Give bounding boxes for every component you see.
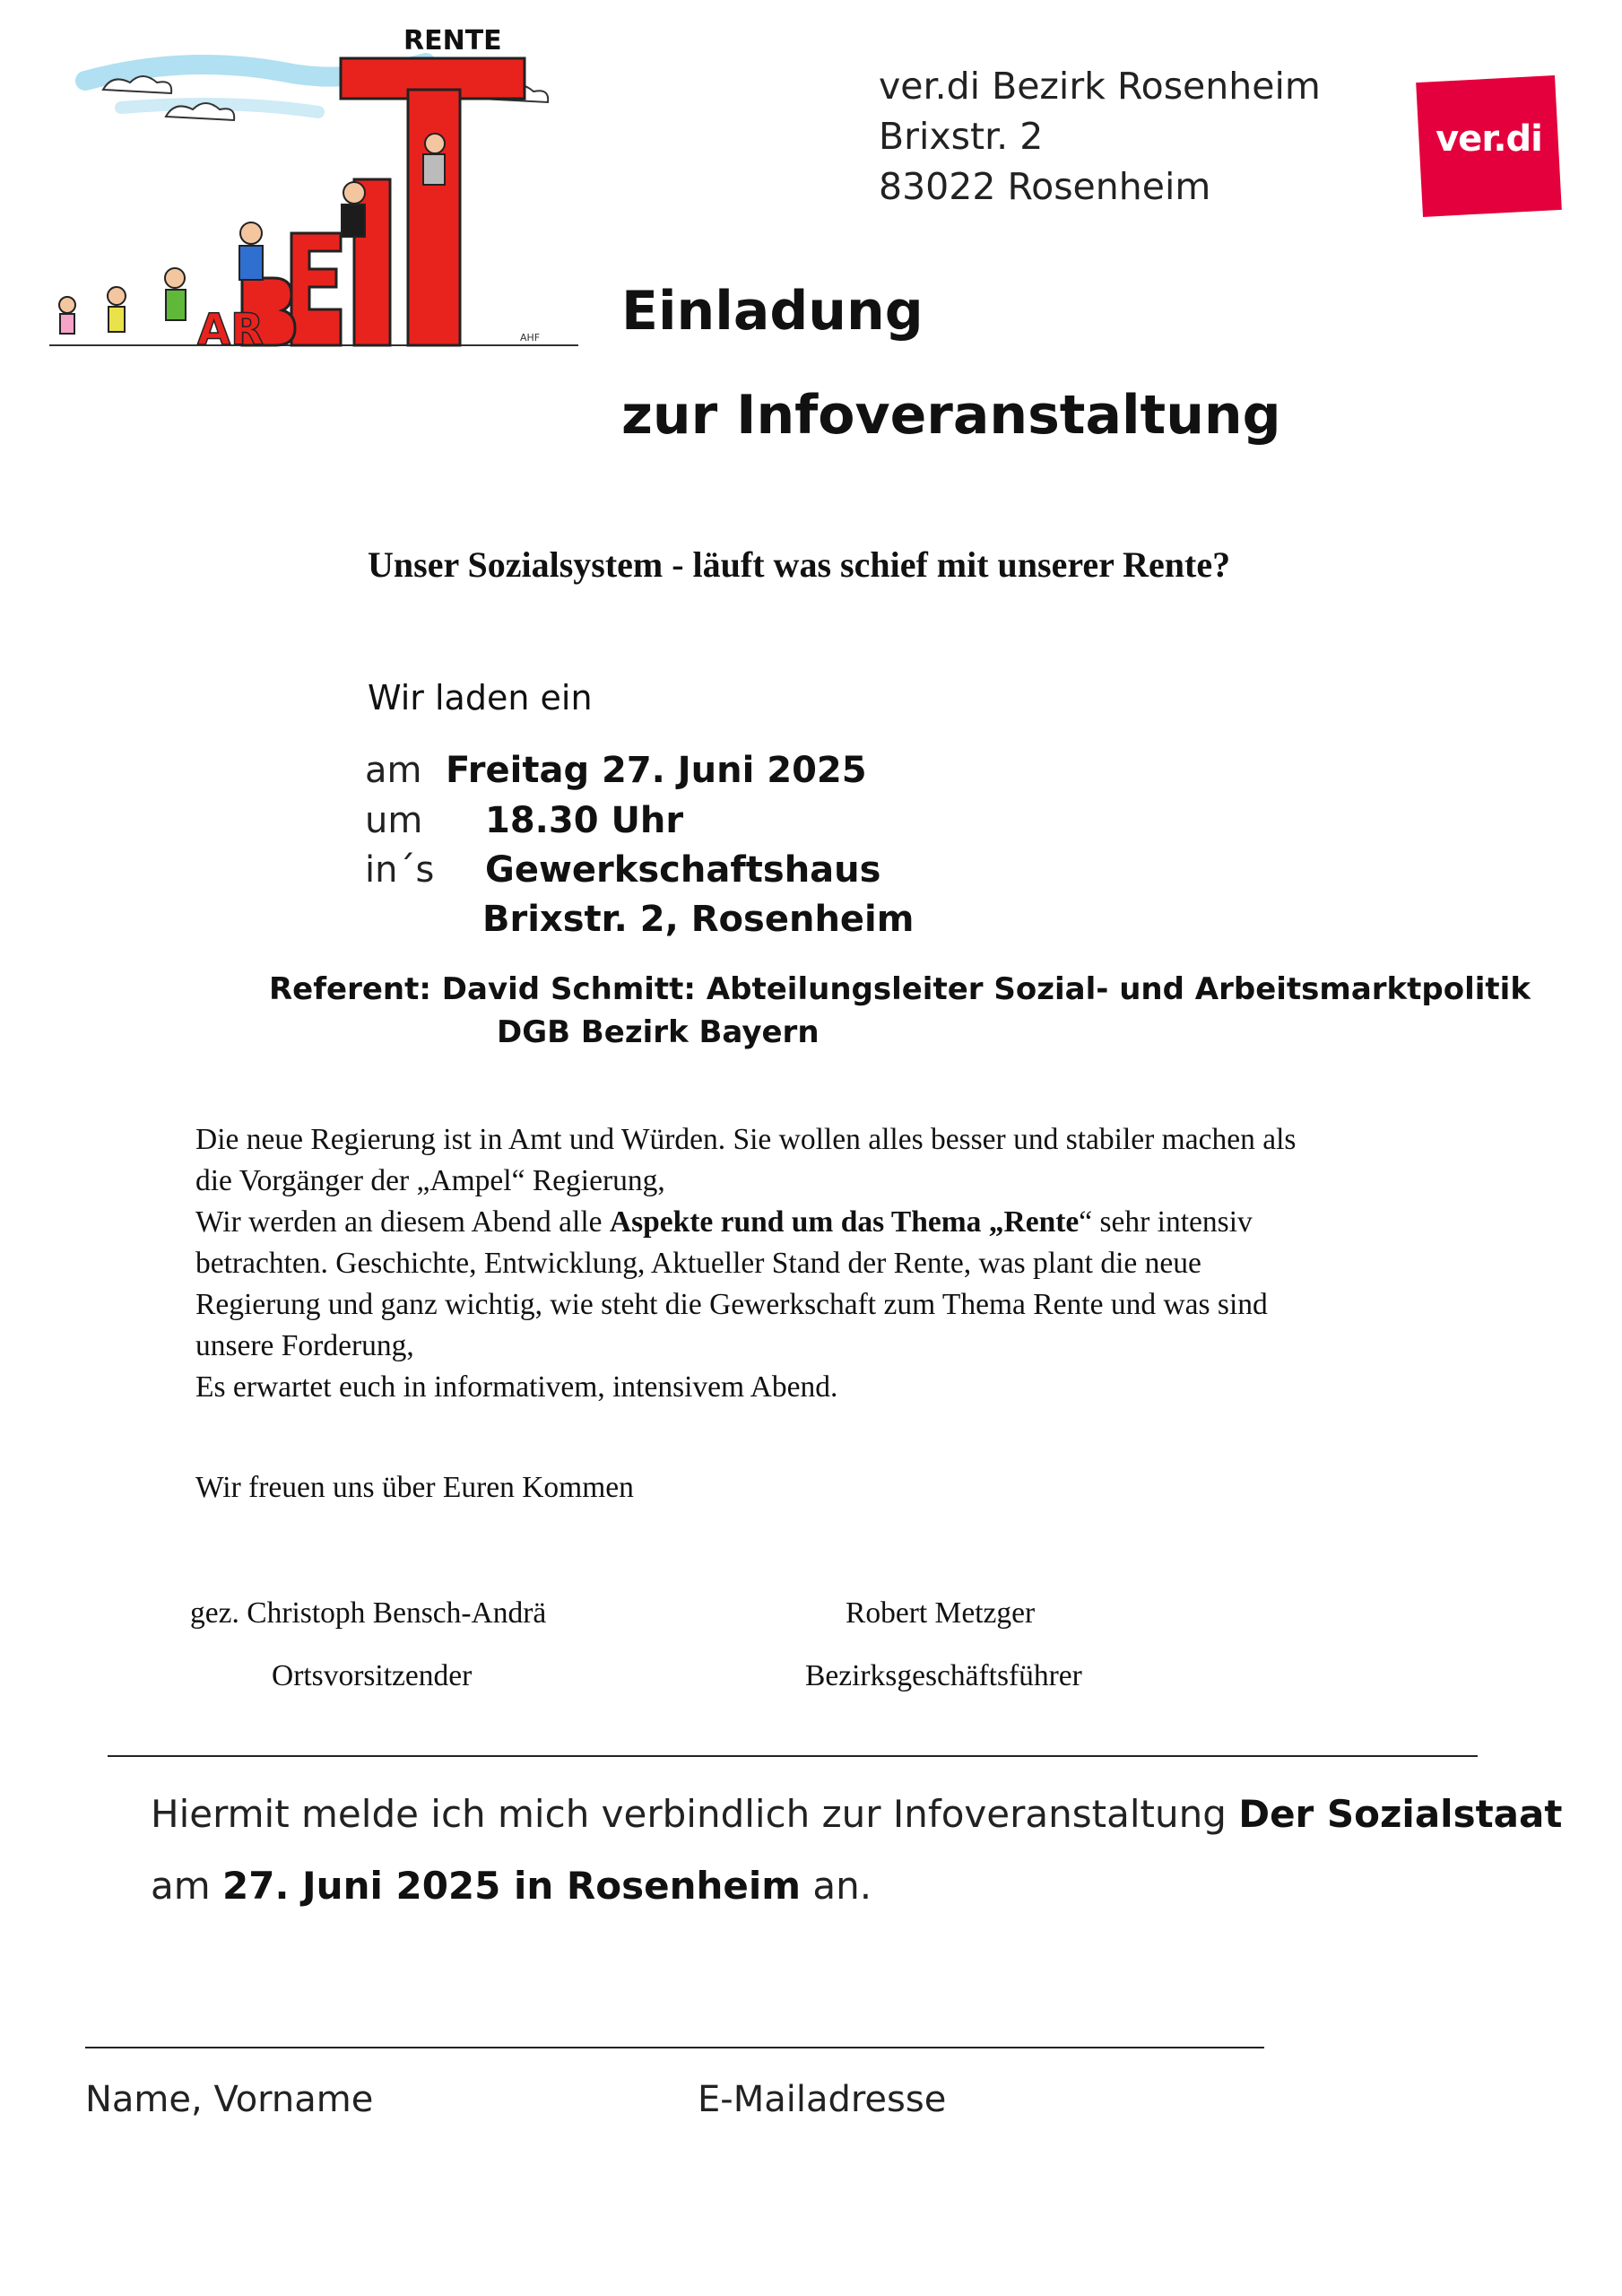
logo-text: ver.di: [1436, 118, 1542, 160]
email-field-label: E-Mailadresse: [698, 2079, 947, 2120]
verdi-logo: [1419, 79, 1558, 213]
body-line-3a: Wir werden an diesem Abend alle: [195, 1205, 610, 1239]
time-value: 18.30 Uhr: [485, 800, 684, 841]
name-email-field-line[interactable]: [85, 2047, 1264, 2048]
body-line-3b: Aspekte rund um das Thema „Rente: [609, 1205, 1080, 1239]
cut-line: [108, 1755, 1478, 1757]
place-value: Gewerkschaftshaus: [485, 849, 881, 891]
signatory-2-name: Robert Metzger: [846, 1596, 1036, 1630]
body-line-5: Regierung und ganz wichtig, wie steht die Gewerkschaft zum Thema Rente und was sind: [195, 1288, 1268, 1321]
signatory-2-role: Bezirksgeschäftsführer: [805, 1659, 1082, 1692]
name-field-label: Name, Vorname: [85, 2079, 374, 2120]
rente-sign-text: RENTE: [403, 25, 502, 57]
registration-text-a: Hiermit melde ich mich verbindlich zur Infoveranstaltung: [151, 1792, 1239, 1836]
body-line-4: betrachten. Geschichte, Entwicklung, Aktueller Stand der Rente, was plant die neue: [195, 1247, 1201, 1280]
heading-einladung: Einladung: [621, 280, 924, 343]
body-text: [195, 1119, 1433, 1408]
sender-address: [879, 61, 1321, 212]
time-row: [365, 800, 683, 841]
body-line-1: Die neue Regierung ist in Amt und Würden. Sie wollen alles besser und stabiler machen als: [195, 1123, 1297, 1156]
date-label: am: [365, 750, 422, 791]
closing-line: Wir freuen uns über Euren Kommen: [195, 1471, 634, 1504]
referent-line-1: Referent: David Schmitt: Abteilungsleiter Sozial- und Arbeitsmarktpolitik: [269, 971, 1531, 1007]
arbeit-rente-cartoon: [49, 18, 587, 359]
artist-signature: AHF: [520, 332, 541, 344]
date-row: [365, 750, 867, 791]
registration-event-name: Der Sozialstaat: [1238, 1792, 1563, 1836]
place-row: [365, 849, 880, 891]
body-line-3c: “ sehr intensiv: [1079, 1205, 1253, 1239]
body-line-6: unsere Forderung,: [195, 1329, 414, 1362]
place-label: in´s: [365, 849, 435, 891]
registration-line-1: [151, 1792, 1562, 1836]
registration-text-c: am: [151, 1864, 223, 1908]
svg-text:AR: AR: [197, 305, 265, 355]
date-value: Freitag 27. Juni 2025: [446, 750, 867, 791]
heading-infoveranstaltung: zur Infoveranstaltung: [621, 384, 1281, 447]
event-subtitle: Unser Sozialsystem - läuft was schief mit unserer Rente?: [368, 544, 1231, 585]
registration-date-place: 27. Juni 2025 in Rosenheim: [222, 1864, 802, 1908]
street-value: Brixstr. 2, Rosenheim: [482, 899, 915, 940]
referent-line-2: DGB Bezirk Bayern: [497, 1014, 820, 1050]
sender-line-1: ver.di Bezirk Rosenheim: [879, 65, 1321, 108]
sender-line-3: 83022 Rosenheim: [879, 165, 1211, 208]
registration-line-2: [151, 1864, 872, 1908]
sender-line-2: Brixstr. 2: [879, 115, 1044, 158]
registration-text-e: an.: [801, 1864, 872, 1908]
signatory-1-name: gez. Christoph Bensch-Andrä: [190, 1596, 547, 1630]
body-line-2: die Vorgänger der „Ampel“ Regierung,: [195, 1164, 665, 1197]
signatory-1-role: Ortsvorsitzender: [272, 1659, 473, 1692]
body-line-3: [195, 1202, 1433, 1243]
invite-intro: Wir laden ein: [368, 678, 593, 718]
body-line-7: Es erwartet euch in informativem, intensivem Abend.: [195, 1370, 838, 1404]
time-label: um: [365, 800, 423, 841]
